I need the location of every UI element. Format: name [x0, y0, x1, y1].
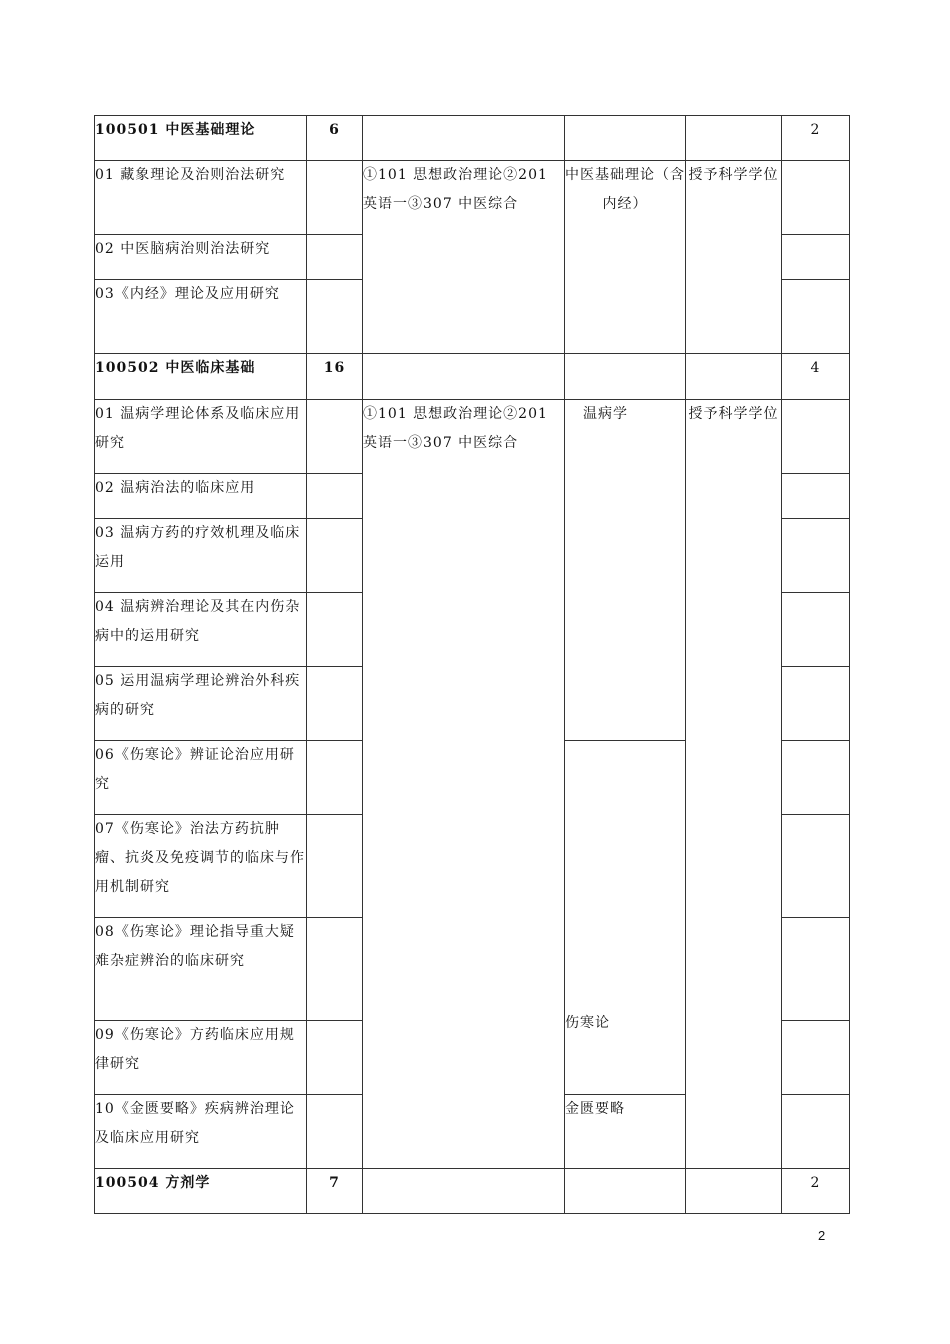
empty-cell — [307, 400, 363, 474]
empty-cell — [782, 235, 850, 280]
direction-row — [95, 400, 850, 474]
empty-cell — [782, 918, 850, 1021]
empty-cell — [782, 519, 850, 593]
extra-count: 4 — [782, 354, 850, 400]
empty-cell — [565, 116, 686, 161]
empty-cell — [307, 667, 363, 741]
major-name: 100501 中医基础理论 — [95, 116, 307, 161]
major-name: 100502 中医临床基础 — [95, 354, 307, 400]
reference-book: 中医基础理论（含内经） — [565, 161, 686, 354]
major-row — [95, 354, 850, 400]
research-direction: 01 温病学理论体系及临床应用研究 — [95, 400, 307, 474]
exam-subjects: ①101 思想政治理论②201 英语一③307 中医综合 — [363, 161, 565, 354]
plan-count: 16 — [307, 354, 363, 400]
empty-cell — [782, 741, 850, 815]
direction-row — [95, 161, 850, 235]
empty-cell — [782, 400, 850, 474]
empty-cell — [307, 161, 363, 235]
empty-cell — [782, 593, 850, 667]
research-direction: 03《内经》理论及应用研究 — [95, 280, 307, 354]
research-direction: 10《金匮要略》疾病辨治理论及临床应用研究 — [95, 1095, 307, 1169]
empty-cell — [307, 1095, 363, 1169]
research-direction: 01 藏象理论及治则治法研究 — [95, 161, 307, 235]
reference-book: 伤寒论 — [565, 741, 686, 1095]
empty-cell — [686, 116, 782, 161]
empty-cell — [363, 116, 565, 161]
research-direction: 08《伤寒论》理论指导重大疑难杂症辨治的临床研究 — [95, 918, 307, 1021]
empty-cell — [686, 354, 782, 400]
empty-cell — [782, 474, 850, 519]
empty-cell — [363, 1169, 565, 1214]
major-row — [95, 116, 850, 161]
empty-cell — [782, 161, 850, 235]
empty-cell — [782, 1095, 850, 1169]
extra-count: 2 — [782, 1169, 850, 1214]
empty-cell — [307, 235, 363, 280]
empty-cell — [307, 593, 363, 667]
empty-cell — [686, 1169, 782, 1214]
plan-count: 7 — [307, 1169, 363, 1214]
major-name: 100504 方剂学 — [95, 1169, 307, 1214]
major-row — [95, 1169, 850, 1214]
research-direction: 02 中医脑病治则治法研究 — [95, 235, 307, 280]
research-direction: 02 温病治法的临床应用 — [95, 474, 307, 519]
empty-cell — [307, 1021, 363, 1095]
research-direction: 04 温病辨治理论及其在内伤杂病中的运用研究 — [95, 593, 307, 667]
empty-cell — [307, 741, 363, 815]
empty-cell — [307, 280, 363, 354]
empty-cell — [782, 667, 850, 741]
empty-cell — [782, 280, 850, 354]
research-direction: 07《伤寒论》治法方药抗肿瘤、抗炎及免疫调节的临床与作用机制研究 — [95, 815, 307, 918]
empty-cell — [307, 519, 363, 593]
degree-type: 授予科学学位 — [686, 400, 782, 1169]
empty-cell — [782, 815, 850, 918]
empty-cell — [565, 354, 686, 400]
exam-subjects: ①101 思想政治理论②201 英语一③307 中医综合 — [363, 400, 565, 1169]
reference-book: 温病学 — [565, 400, 686, 741]
research-direction: 03 温病方药的疗效机理及临床运用 — [95, 519, 307, 593]
empty-cell — [363, 354, 565, 400]
page-number: 2 — [818, 1228, 826, 1243]
plan-count: 6 — [307, 116, 363, 161]
research-direction: 05 运用温病学理论辨治外科疾病的研究 — [95, 667, 307, 741]
admissions-table — [94, 115, 850, 1214]
research-direction: 06《伤寒论》辨证论治应用研究 — [95, 741, 307, 815]
empty-cell — [307, 918, 363, 1021]
research-direction: 09《伤寒论》方药临床应用规律研究 — [95, 1021, 307, 1095]
empty-cell — [307, 474, 363, 519]
empty-cell — [307, 815, 363, 918]
degree-type: 授予科学学位 — [686, 161, 782, 354]
reference-book: 金匮要略 — [565, 1095, 686, 1169]
empty-cell — [782, 1021, 850, 1095]
extra-count: 2 — [782, 116, 850, 161]
empty-cell — [565, 1169, 686, 1214]
